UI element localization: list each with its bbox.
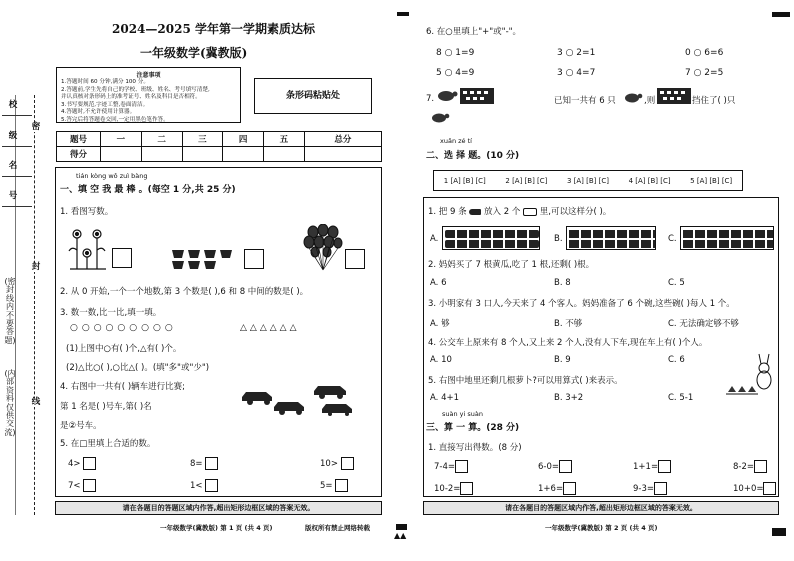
c4-text: 4. 公交车上原来有 8 个人,又上来 2 个人,没有人下车,现在车上有( )个人。 bbox=[428, 338, 708, 348]
calc-expression: 1+6= bbox=[538, 484, 564, 494]
binding-field-school: 校 bbox=[8, 100, 18, 110]
c1-option-c[interactable] bbox=[668, 226, 778, 252]
q6-item: 3 ○ 2=1 bbox=[557, 48, 596, 58]
c5-option[interactable]: C. 5-1 bbox=[668, 393, 694, 403]
score-cell[interactable] bbox=[304, 147, 381, 162]
turtles-wall-picture bbox=[436, 84, 496, 106]
binding-field-class: 级 bbox=[8, 131, 18, 141]
q3-text: 3. 数一数,比一比,填一填。 bbox=[60, 308, 162, 318]
answer-option[interactable]: 1 [A] [B] [C] bbox=[443, 176, 486, 185]
c1-option-b[interactable] bbox=[554, 226, 664, 252]
seal-mark: 封 bbox=[29, 263, 43, 272]
answer-option[interactable]: 4 [A] [B] [C] bbox=[628, 176, 671, 185]
q1-label: 1. 看图写数。 bbox=[60, 207, 114, 217]
calc-answer-box[interactable] bbox=[654, 482, 667, 495]
binding-strip bbox=[0, 0, 60, 561]
q4-line2b: 是②号车。 bbox=[60, 421, 102, 431]
notice-title: 注意事项 bbox=[136, 72, 161, 79]
notice-line: 2.答题前,学生先将自己的学校、班级、姓名、考号填写清楚, bbox=[61, 86, 210, 93]
binding-note-no-answer: (密封线内不要答题) bbox=[4, 277, 16, 345]
q7-number: 7. bbox=[426, 94, 435, 104]
q5-answer-box[interactable] bbox=[205, 457, 218, 470]
score-table bbox=[56, 131, 382, 162]
calc-expression: 10-2= bbox=[434, 484, 461, 494]
q5-item-text: 1< bbox=[190, 481, 203, 491]
calc-expression: 1+1= bbox=[633, 462, 659, 472]
q5-answer-box[interactable] bbox=[335, 479, 348, 492]
q5-item-text: 4> bbox=[68, 459, 81, 469]
answer-option[interactable]: 3 [A] [B] [C] bbox=[566, 176, 609, 185]
c3-option[interactable]: B. 不够 bbox=[554, 319, 583, 329]
q7-text-total: 已知一共有 6 只 bbox=[554, 96, 616, 106]
q5-item-text: 5= bbox=[320, 481, 333, 491]
turtle-icon bbox=[430, 110, 450, 124]
calc-item bbox=[434, 460, 468, 473]
right-page-footer: 一年级数学(冀教版) 第 2 页 (共 4 页) bbox=[545, 524, 658, 532]
c1-option-label: B. bbox=[554, 234, 563, 244]
fish-icon bbox=[469, 209, 481, 215]
q2-text: 2. 从 0 开始,一个一个地数,第 3 个数是( ),6 和 8 中间的数是( )。 bbox=[60, 287, 309, 297]
q6-item: 0 ○ 6=6 bbox=[685, 48, 724, 58]
binding-note-internal: (内部资料 仅供交流) bbox=[4, 369, 16, 437]
c5-text: 5. 右图中地里还剩几根萝卜?可以用算式( )来表示。 bbox=[428, 376, 623, 386]
copyright-note: 版权所有禁止网络转载 bbox=[305, 524, 370, 532]
c1-part: 1. 把 9 条 bbox=[428, 207, 467, 217]
barcode-area: 条形码粘贴处 bbox=[254, 78, 372, 114]
q3-line2: (2)△比○( ),○比△( )。(填"多"或"少") bbox=[66, 363, 210, 373]
score-header: 总分 bbox=[304, 132, 381, 147]
q7-text-then: ,则 bbox=[644, 96, 656, 106]
c1-option-label: C. bbox=[668, 234, 677, 244]
c1-option-a[interactable] bbox=[430, 226, 540, 252]
registration-mark bbox=[772, 528, 786, 536]
rabbit-carrots-picture bbox=[726, 352, 778, 402]
c2-option[interactable]: A. 6 bbox=[430, 278, 447, 288]
calc-expression: 8-2= bbox=[733, 462, 755, 472]
c4-option[interactable]: B. 9 bbox=[554, 355, 571, 365]
section3-title: 三、算 一 算。(28 分) bbox=[426, 423, 520, 433]
q5-item bbox=[190, 457, 218, 470]
left-page-footer: 一年级数学(冀教版) 第 1 页 (共 4 页) bbox=[160, 524, 273, 532]
q3-triangles: △△△△△△ bbox=[240, 323, 300, 333]
notice-line: 并认真核对条形码上的准考证号、姓名及科目是否相符。 bbox=[61, 94, 201, 101]
calc-answer-box[interactable] bbox=[559, 460, 572, 473]
q5-answer-box[interactable] bbox=[83, 457, 96, 470]
q5-answer-box[interactable] bbox=[83, 479, 96, 492]
score-header: 三 bbox=[182, 132, 223, 147]
q5-item-text: 10> bbox=[320, 459, 338, 469]
registration-mark bbox=[397, 12, 409, 16]
section2-pinyin: xuǎn zé tí bbox=[440, 137, 472, 145]
race-cars-picture bbox=[240, 380, 360, 416]
calc-item bbox=[538, 460, 572, 473]
answer-option[interactable]: 2 [A] [B] [C] bbox=[505, 176, 548, 185]
score-cell[interactable] bbox=[101, 147, 142, 162]
q5-item-text: 8= bbox=[190, 459, 203, 469]
q1-answer-box[interactable] bbox=[244, 249, 264, 269]
c2-option[interactable]: C. 5 bbox=[668, 278, 685, 288]
score-header: 二 bbox=[141, 132, 182, 147]
answer-option[interactable]: 5 [A] [B] [C] bbox=[690, 176, 733, 185]
q5-item bbox=[320, 479, 348, 492]
answer-card-box bbox=[433, 170, 743, 191]
q4-line2a: 第 1 名是( )号车,第( )名 bbox=[60, 402, 152, 412]
section1-pinyin: tián kòng wǒ zuì bàng bbox=[76, 172, 148, 180]
q5-item bbox=[320, 457, 354, 470]
q1-answer-box[interactable] bbox=[112, 248, 132, 268]
c4-option[interactable]: C. 6 bbox=[668, 355, 685, 365]
registration-mark bbox=[772, 12, 790, 17]
q6-item: 7 ○ 2=5 bbox=[685, 68, 724, 78]
c5-option[interactable]: A. 4+1 bbox=[430, 393, 460, 403]
c3-option[interactable]: A. 够 bbox=[430, 319, 450, 329]
calc-expression: 6-0= bbox=[538, 462, 560, 472]
seal-mark: 密 bbox=[29, 123, 43, 132]
calc-expression: 10+0= bbox=[733, 484, 764, 494]
q5-item bbox=[68, 479, 96, 492]
score-cell[interactable] bbox=[223, 147, 264, 162]
calc-expression: 9-3= bbox=[633, 484, 655, 494]
score-header: 五 bbox=[264, 132, 305, 147]
calc-item bbox=[538, 482, 576, 495]
q5-item bbox=[190, 479, 218, 492]
calc-answer-box[interactable] bbox=[658, 460, 671, 473]
c3-option[interactable]: C. 无法确定够不够 bbox=[668, 319, 739, 329]
notice-line: 5.答完后将答题卷交回,一定用黑色笔作答。 bbox=[61, 116, 169, 123]
score-cell[interactable] bbox=[264, 147, 305, 162]
notice-line: 1.答题时间 60 分钟,满分 100 分。 bbox=[61, 79, 149, 85]
calc-answer-box[interactable] bbox=[763, 482, 776, 495]
score-header: 四 bbox=[223, 132, 264, 147]
calc-item bbox=[633, 482, 667, 495]
q7-text-hidden: 挡住了( )只 bbox=[692, 96, 736, 106]
c3-text: 3. 小明家有 3 口人,今天来了 4 个客人。妈妈准备了 6 个碗,这些碗( )每人 1 个。 bbox=[428, 299, 735, 309]
q3-circles: ○○○○○○○○○ bbox=[70, 323, 177, 333]
notice-line: 3.书写要规范,字迹工整,卷面清洁。 bbox=[61, 101, 149, 108]
q3-line1: (1)上图中○有( )个,△有( )个。 bbox=[66, 344, 182, 354]
turtle-icon bbox=[623, 90, 643, 104]
section3-pinyin: suàn yi suàn bbox=[442, 410, 484, 418]
calc-item bbox=[633, 460, 671, 473]
c4-option[interactable]: A. 10 bbox=[430, 355, 452, 365]
flowers-picture bbox=[68, 225, 108, 271]
q5-answer-box[interactable] bbox=[341, 457, 354, 470]
c1-text bbox=[428, 205, 612, 217]
q5-item-text: 7< bbox=[68, 481, 81, 491]
q4-line1: 4. 右图中一共有( )辆车进行比赛; bbox=[60, 382, 186, 392]
c2-option[interactable]: B. 8 bbox=[554, 278, 571, 288]
q1-answer-box[interactable] bbox=[345, 249, 365, 269]
q6-text: 6. 在○里填上"+"或"-"。 bbox=[426, 27, 522, 37]
section2-title: 二、选 择 题。(10 分) bbox=[426, 151, 520, 161]
q5-answer-box[interactable] bbox=[205, 479, 218, 492]
q6-item: 5 ○ 4=9 bbox=[436, 68, 475, 78]
s3-q1-text: 1. 直接写出得数。(8 分) bbox=[428, 443, 522, 453]
c1-part: 里,可以这样分( )。 bbox=[539, 207, 612, 217]
exam-subtitle: 一年级数学(冀教版) bbox=[140, 46, 248, 60]
binding-field-number: 号 bbox=[8, 191, 18, 201]
score-header: 一 bbox=[101, 132, 142, 147]
score-row-label: 得分 bbox=[57, 147, 101, 162]
calc-item bbox=[733, 460, 767, 473]
exam-title: 2024—2025 学年第一学期素质达标 bbox=[112, 22, 315, 36]
notice-box bbox=[56, 67, 241, 123]
q5-text: 5. 在□里填上合适的数。 bbox=[60, 439, 156, 449]
binding-field-name: 名 bbox=[8, 161, 18, 171]
score-cell[interactable] bbox=[182, 147, 223, 162]
q6-item: 3 ○ 4=7 bbox=[557, 68, 596, 78]
score-cell[interactable] bbox=[141, 147, 182, 162]
c5-option[interactable]: B. 3+2 bbox=[554, 393, 584, 403]
calc-answer-box[interactable] bbox=[754, 460, 767, 473]
c1-option-label: A. bbox=[430, 234, 439, 244]
section1-title: 一、填 空 我 最 棒 。(每空 1 分,共 25 分) bbox=[60, 185, 236, 195]
calc-item bbox=[733, 482, 776, 495]
cups-picture bbox=[170, 248, 238, 272]
q6-item: 8 ○ 1=9 bbox=[436, 48, 475, 58]
calc-answer-box[interactable] bbox=[455, 460, 468, 473]
right-footer-note: 请在各题目的答题区域内作答,超出矩形边框区域的答案无效。 bbox=[423, 501, 779, 515]
registration-mark bbox=[396, 524, 407, 530]
q5-item bbox=[68, 457, 96, 470]
c1-part: 放入 2 个 bbox=[484, 207, 521, 217]
c2-text: 2. 妈妈买了 7 根黄瓜,吃了 1 根,还剩( )根。 bbox=[428, 260, 595, 270]
wall-icon bbox=[657, 88, 691, 104]
left-footer-note: 请在各题目的答题区域内作答,超出矩形边框区域的答案无效。 bbox=[55, 501, 382, 515]
balloons-picture bbox=[303, 224, 343, 274]
notice-line: 4.答题时,不允许使用计算器。 bbox=[61, 109, 136, 116]
calc-answer-box[interactable] bbox=[563, 482, 576, 495]
seal-mark: 线 bbox=[29, 398, 43, 407]
tank-icon bbox=[523, 208, 537, 216]
score-header: 题号 bbox=[57, 132, 101, 147]
calc-item bbox=[434, 482, 473, 495]
calc-expression: 7-4= bbox=[434, 462, 456, 472]
registration-triangles: ▲▲ bbox=[394, 531, 407, 540]
calc-answer-box[interactable] bbox=[460, 482, 473, 495]
